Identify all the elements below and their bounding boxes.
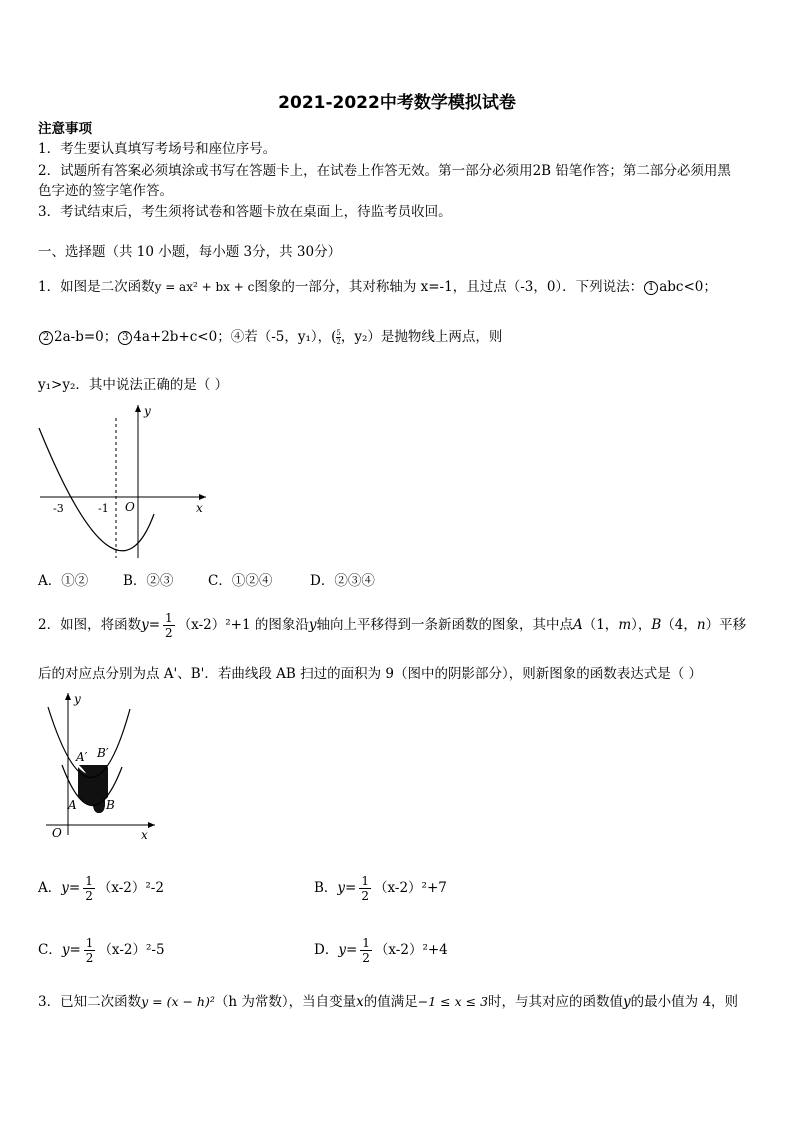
q1-option-d: D．②③④ [310, 573, 375, 589]
notice-item-2-cont: 色字迹的签字笔作答。 [38, 183, 173, 199]
q2-label-b-prime: B′ [97, 746, 109, 760]
q1-line-3: y₁>y₂．其中说法正确的是（ ） [38, 377, 229, 393]
q3-line-1: 3．已知二次函数y = (x − h)²（h 为常数），当自变量x的值满足−1 ≤ x ≤ 3时，与其对应的函数值y的最小值为 4，则 [38, 994, 739, 1010]
q1-tick-neg3: -3 [53, 502, 64, 515]
notice-item-3: 3．考试结束后，考生须将试卷和答题卡放在桌面上，待监考员收回。 [38, 204, 452, 220]
q2-line-1: 2．如图，将函数y= $\frac{1}{2}$ （x-2）²+1 的图象沿y轴向上平移得到一条新函数的图象，其中点A（1，m），B（4，n）平移 [38, 611, 747, 640]
q1-x-arrow [199, 494, 206, 500]
section-heading: 一、选择题（共 10 小题，每小题 3分，共 30分） [38, 244, 342, 260]
q1-option-a: A．①② [38, 573, 89, 589]
q2-x-label: x [141, 828, 148, 842]
q2-option-d: D．y= $\frac{1}{2}$ （x-2）²+4 [314, 936, 448, 965]
q2-y-arrow [65, 693, 71, 700]
q1-parabola [39, 428, 154, 551]
q2-x-arrow [148, 822, 155, 828]
q2-option-a: A．y= $\frac{1}{2}$ （x-2）²-2 [38, 874, 164, 903]
q1-option-b: B．②③ [123, 573, 174, 589]
q1-option-c: C．①②④ [208, 573, 273, 589]
q1-y-label: y [144, 404, 151, 418]
page-title: 2021-2022中考数学模拟试卷 [278, 93, 516, 113]
notice-item-2: 2．试题所有答案必须填涂或书写在答题卡上，在试卷上作答无效。第一部分必须用2B 铅笔作答；第二部分必须用黑 [38, 163, 731, 179]
q1-origin-label: O [125, 500, 135, 514]
q2-line-2: 后的对应点分别为点 A'、B'．若曲线段 AB 扫过的面积为 9（图中的阴影部分），则新图象的函数表达式是（ ） [38, 666, 703, 682]
notice-heading: 注意事项 [38, 121, 92, 137]
q2-label-a: A [68, 798, 77, 812]
q2-option-b: B．y= $\frac{1}{2}$ （x-2）²+7 [314, 874, 447, 903]
q1-x-label: x [196, 501, 203, 515]
q2-option-c: C．y= $\frac{1}{2}$ （x-2）²-5 [38, 936, 165, 965]
q2-y-label: y [74, 692, 81, 706]
q1-y-arrow [135, 405, 141, 412]
notice-item-1: 1．考生要认真填写考场号和座位序号。 [38, 141, 277, 157]
q2-label-b: B [106, 798, 115, 812]
q2-label-a-prime: A′ [76, 750, 88, 764]
q1-line-2: 2 2a-b=0； 3 4a+2b+c<0；④若（-5，y₁），( $\frac{5}{2}$，y₂）是抛物线上两点，则 [38, 329, 502, 346]
q1-parabola-graph [30, 398, 220, 563]
q1-line-1: 1．如图是二次函数y = ax² + bx + c图象的一部分，其对称轴为 x=-1，且过点（-3，0）．下列说法： 1 abc<0； [38, 279, 717, 295]
q1-tick-neg1: -1 [98, 502, 109, 515]
q2-origin-label: O [52, 826, 62, 840]
q2-shift-graph [40, 685, 170, 845]
